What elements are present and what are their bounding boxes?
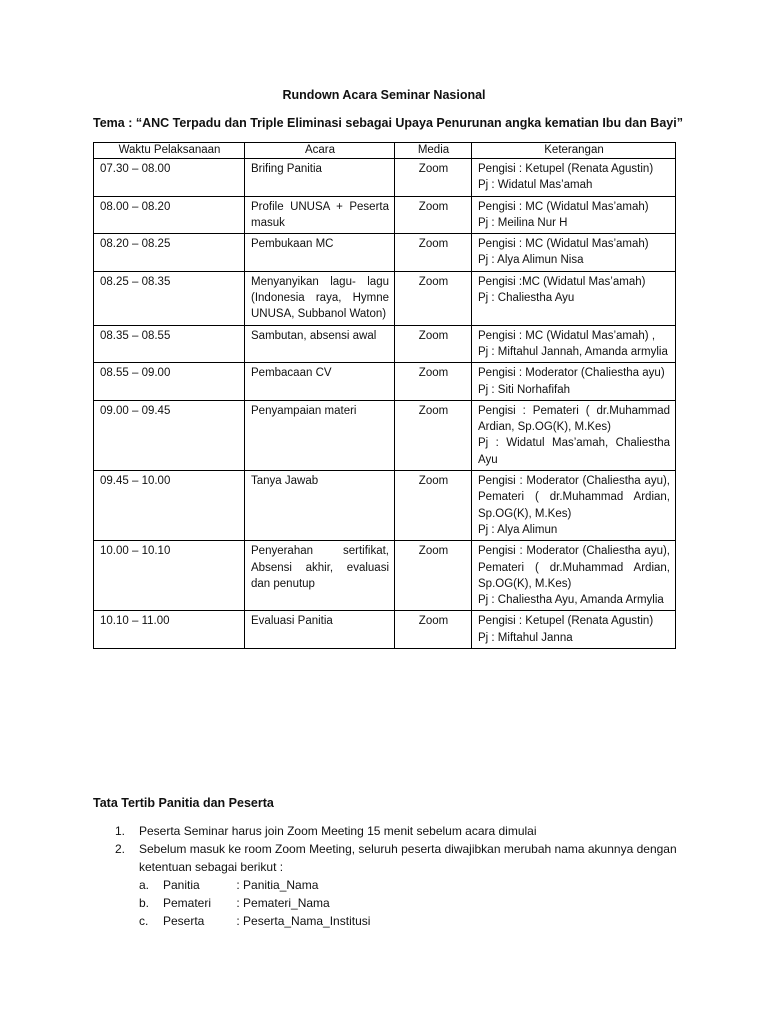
cell-media: Zoom: [395, 363, 472, 401]
table-row: [94, 541, 676, 611]
cell-acara: Tanya Jawab: [245, 471, 395, 541]
rule-number: 2.: [115, 842, 126, 856]
cell-keterangan: [472, 271, 676, 325]
keterangan-pengisi: Pengisi : MC (Widatul Mas’amah): [478, 200, 649, 213]
cell-acara: Profile UNUSA + Peserta masuk: [245, 196, 395, 234]
cell-media: Zoom: [395, 400, 472, 470]
table-row: [94, 325, 676, 363]
table-header-row: [94, 143, 676, 159]
cell-media: Zoom: [395, 471, 472, 541]
cell-media: Zoom: [395, 271, 472, 325]
cell-waktu: 10.00 – 10.10: [94, 541, 245, 611]
account-format: : Pemateri_Nama: [236, 896, 330, 910]
cell-keterangan: [472, 400, 676, 470]
cell-keterangan: [472, 363, 676, 401]
table-row: [94, 271, 676, 325]
seminar-theme: Tema : “ANC Terpadu dan Triple Eliminasi sebagai Upaya Penurunan angka kematian Ibu dan Bayi”: [93, 116, 683, 130]
account-role: Panitia: [163, 878, 200, 892]
cell-acara: Penyerahan sertifikat, Absensi akhir, evaluasi dan penutup: [245, 541, 395, 611]
account-role: Peserta: [163, 914, 205, 928]
table-row: [94, 400, 676, 470]
cell-waktu: 10.10 – 11.00: [94, 611, 245, 649]
cell-waktu: 09.00 – 09.45: [94, 400, 245, 470]
keterangan-pengisi: Pengisi : MC (Widatul Mas’amah) ,: [478, 329, 656, 342]
cell-acara: Pembacaan CV: [245, 363, 395, 401]
table-row: [94, 196, 676, 234]
keterangan-pengisi: Pengisi : Moderator (Chaliestha ayu): [478, 367, 665, 380]
account-format-item: [139, 876, 683, 894]
cell-acara: Pembukaan MC: [245, 234, 395, 272]
cell-media: Zoom: [395, 541, 472, 611]
rules-list: [93, 822, 683, 930]
table-row: [94, 363, 676, 401]
cell-media: Zoom: [395, 611, 472, 649]
header-keterangan: Keterangan: [472, 143, 676, 159]
table-row: [94, 234, 676, 272]
account-role: Pemateri: [163, 896, 212, 910]
cell-waktu: 08.25 – 08.35: [94, 271, 245, 325]
rule-item: [93, 822, 683, 840]
header-acara: Acara: [245, 143, 395, 159]
cell-waktu: 08.00 – 08.20: [94, 196, 245, 234]
cell-keterangan: [472, 325, 676, 363]
cell-waktu: 07.30 – 08.00: [94, 159, 245, 197]
table-row: [94, 611, 676, 649]
cell-waktu: 08.55 – 09.00: [94, 363, 245, 401]
rule-text: Sebelum masuk ke room Zoom Meeting, seluruh peserta diwajibkan merubah nama akunnya dengan ketentuan sebagai berikut :: [139, 842, 677, 874]
cell-keterangan: [472, 471, 676, 541]
cell-media: Zoom: [395, 159, 472, 197]
keterangan-pj: Pj : Chaliestha Ayu: [478, 292, 575, 305]
keterangan-pj: Pj : Alya Alimun Nisa: [478, 254, 584, 267]
rule-text: Peserta Seminar harus join Zoom Meeting 15 menit sebelum acara dimulai: [139, 824, 537, 838]
cell-acara: Evaluasi Panitia: [245, 611, 395, 649]
keterangan-pj: Pj : Widatul Mas’amah: [478, 179, 593, 192]
account-letter: a.: [139, 878, 150, 892]
cell-keterangan: [472, 541, 676, 611]
cell-acara: Brifing Panitia: [245, 159, 395, 197]
header-media: Media: [395, 143, 472, 159]
cell-keterangan: [472, 234, 676, 272]
table-row: [94, 471, 676, 541]
keterangan-pengisi: Pengisi : Ketupel (Renata Agustin): [478, 163, 654, 175]
cell-media: Zoom: [395, 325, 472, 363]
account-format: : Peserta_Nama_Institusi: [236, 914, 371, 928]
table-row: [94, 159, 676, 197]
account-letter: b.: [139, 896, 150, 910]
account-format-item: [139, 912, 683, 930]
cell-acara: Menyanyikan lagu- lagu (Indonesia raya, Hymne UNUSA, Subbanol Waton): [245, 271, 395, 325]
cell-acara: Penyampaian materi: [245, 400, 395, 470]
keterangan-pengisi: Pengisi :MC (Widatul Mas’amah): [478, 275, 646, 288]
account-name-formats: [139, 876, 683, 930]
cell-waktu: 08.20 – 08.25: [94, 234, 245, 272]
document-title: Rundown Acara Seminar Nasional: [282, 88, 486, 102]
cell-waktu: 08.35 – 08.55: [94, 325, 245, 363]
keterangan-pj: Pj : Miftahul Jannah, Amanda armylia: [478, 345, 668, 358]
cell-media: Zoom: [395, 196, 472, 234]
keterangan-pj: Pj : Widatul Mas’amah, Chaliestha Ayu: [478, 437, 670, 466]
keterangan-pengisi: Pengisi : Moderator (Chaliestha ayu), Pemateri ( dr.Muhammad Ardian, Sp.OG(K), M.Kes): [478, 475, 670, 520]
account-format-item: [139, 894, 683, 912]
rule-number: 1.: [115, 824, 126, 838]
rules-heading: Tata Tertib Panitia dan Peserta: [93, 796, 274, 810]
cell-acara: Sambutan, absensi awal: [245, 325, 395, 363]
keterangan-pj: Pj : Siti Norhafifah: [478, 383, 571, 396]
keterangan-pengisi: Pengisi : Ketupel (Renata Agustin): [478, 615, 654, 628]
keterangan-pengisi: Pengisi : MC (Widatul Mas’amah): [478, 238, 649, 251]
cell-media: Zoom: [395, 234, 472, 272]
keterangan-pj: Pj : Meilina Nur H: [478, 216, 568, 229]
rule-item: [93, 840, 683, 930]
rundown-table: [93, 142, 676, 649]
cell-waktu: 09.45 – 10.00: [94, 471, 245, 541]
keterangan-pj: Pj : Alya Alimun: [478, 523, 558, 536]
cell-keterangan: [472, 159, 676, 197]
account-format: : Panitia_Nama: [236, 878, 319, 892]
keterangan-pj: Pj : Miftahul Janna: [478, 631, 573, 644]
keterangan-pj: Pj : Chaliestha Ayu, Amanda Armylia: [478, 594, 664, 607]
header-waktu: Waktu Pelaksanaan: [94, 143, 245, 159]
cell-keterangan: [472, 196, 676, 234]
keterangan-pengisi: Pengisi : Pemateri ( dr.Muhammad Ardian, Sp.OG(K), M.Kes): [478, 404, 670, 434]
keterangan-pengisi: Pengisi : Moderator (Chaliestha ayu), Pemateri ( dr.Muhammad Ardian, Sp.OG(K), M.Kes): [478, 545, 670, 590]
account-letter: c.: [139, 914, 149, 928]
cell-keterangan: [472, 611, 676, 649]
